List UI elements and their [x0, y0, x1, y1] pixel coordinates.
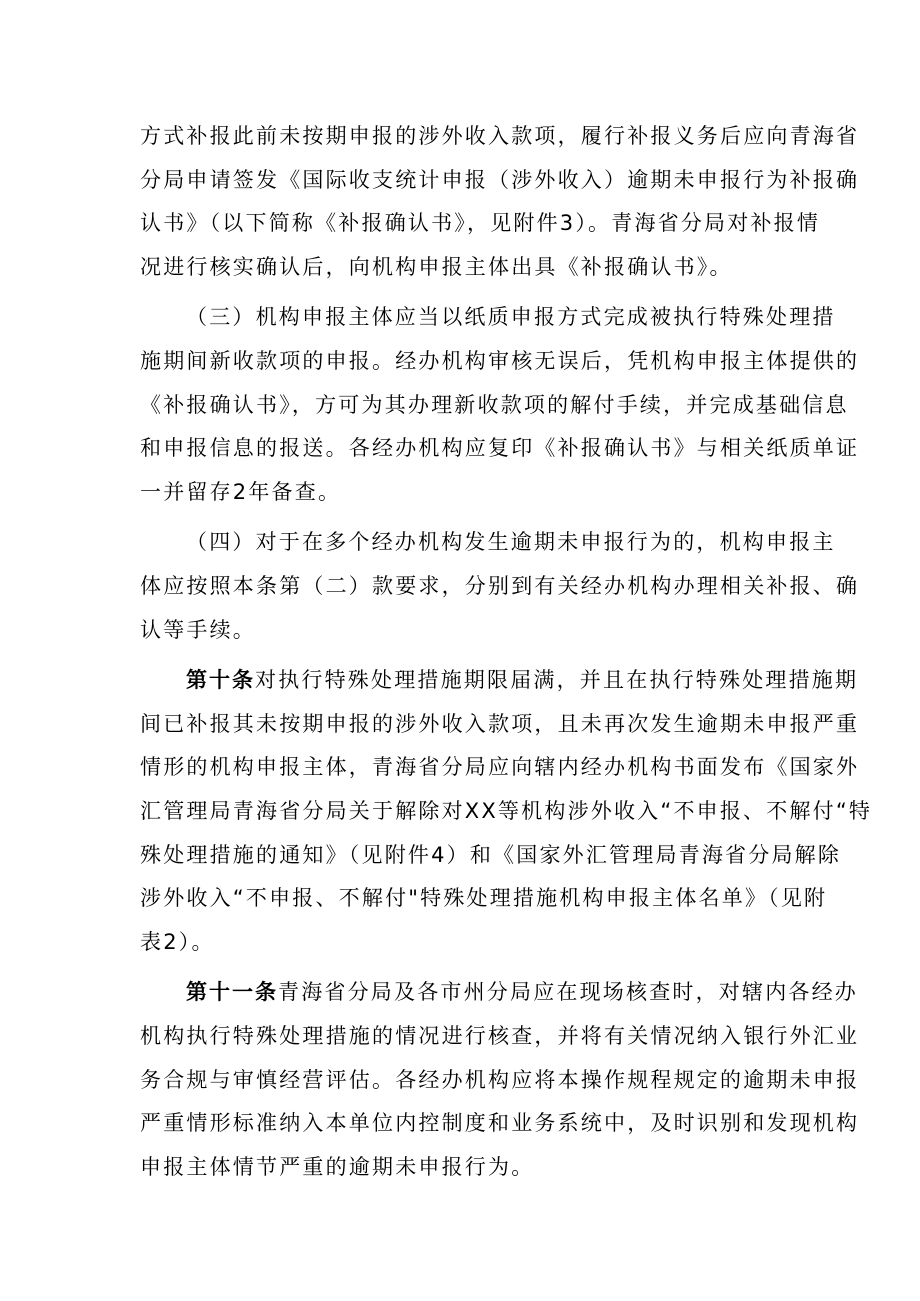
article-10-line-2: 间已补报其未按期申报的涉外收入款项，且未再次发生逾期未申报严重 — [140, 711, 860, 736]
paragraph-1-line-1: 方式补报此前未按期申报的涉外收入款项，履行补报义务后应向青海省 — [140, 124, 860, 148]
paragraph-3-line-3: 认等手续。 — [140, 617, 256, 642]
article-10-heading: 第十条 — [186, 667, 255, 692]
article-10-line-5: 殊处理措施的通知》（见附件4）和《国家外汇管理局青海省分局解除 — [140, 842, 842, 867]
article-10-line-4: 汇管理局青海省分局关于解除对XX等机构涉外收入“不申报、不解付“特 — [140, 798, 873, 823]
paragraph-2-line-1: （三）机构申报主体应当以纸质申报方式完成被执行特殊处理措 — [186, 305, 836, 330]
paragraph-2-line-5: 一并留存2年备查。 — [140, 480, 342, 505]
article-11-heading: 第十一条 — [186, 980, 278, 1005]
article-11-line-2: 机构执行特殊处理措施的情况进行核查，并将有关情况纳入银行外汇业 — [140, 1023, 860, 1048]
article-11-line-5: 申报主体情节严重的逾期未申报行为。 — [140, 1155, 535, 1179]
article-10-line-7: 表2）。 — [140, 930, 215, 954]
article-10-line-1-text: 对执行特殊处理措施期限届满，并且在执行特殊处理措施期 — [255, 667, 859, 692]
paragraph-2-line-4: 和申报信息的报送。各经办机构应复印《补报确认书》与相关纸质单证 — [140, 436, 860, 461]
article-11-line-3: 务合规与审慎经营评估。各经办机构应将本操作规程规定的逾期未申报 — [140, 1067, 860, 1092]
article-10-line-1 — [186, 665, 858, 695]
paragraph-2-line-2: 施期间新收款项的申报。经办机构审核无误后，凭机构申报主体提供的 — [140, 348, 860, 373]
paragraph-1-line-4: 况进行核实确认后，向机构申报主体出具《补报确认书》。 — [140, 255, 733, 280]
article-10-line-3: 情形的机构申报主体，青海省分局应向辖内经办机构书面发布《国家外 — [140, 755, 860, 780]
article-11-line-1-text: 青海省分局及各市州分局应在现场核查时，对辖内各经办 — [278, 980, 858, 1005]
article-11-line-1 — [186, 977, 858, 1007]
article-11-line-4: 严重情形标准纳入本单位内控制度和业务系统中，及时识别和发现机构 — [140, 1111, 860, 1136]
paragraph-2-line-3: 《补报确认书》，方可为其办理新收款项的解付手续，并完成基础信息 — [140, 392, 849, 417]
paragraph-3-line-2: 体应按照本条第（二）款要求，分别到有关经办机构办理相关补报、确 — [140, 573, 860, 598]
paragraph-1-line-2: 分局申请签发《国际收支统计申报（涉外收入）逾期未申报行为补报确 — [140, 167, 860, 192]
paragraph-3-line-1: （四）对于在多个经办机构发生逾期未申报行为的，机构申报主 — [186, 530, 836, 555]
article-10-line-6: 涉外收入“不申报、不解付"特殊处理措施机构申报主体名单》（见附 — [140, 886, 828, 911]
paragraph-1-line-3: 认书》（以下简称《补报确认书》，见附件3）。青海省分局对补报情 — [140, 211, 821, 236]
